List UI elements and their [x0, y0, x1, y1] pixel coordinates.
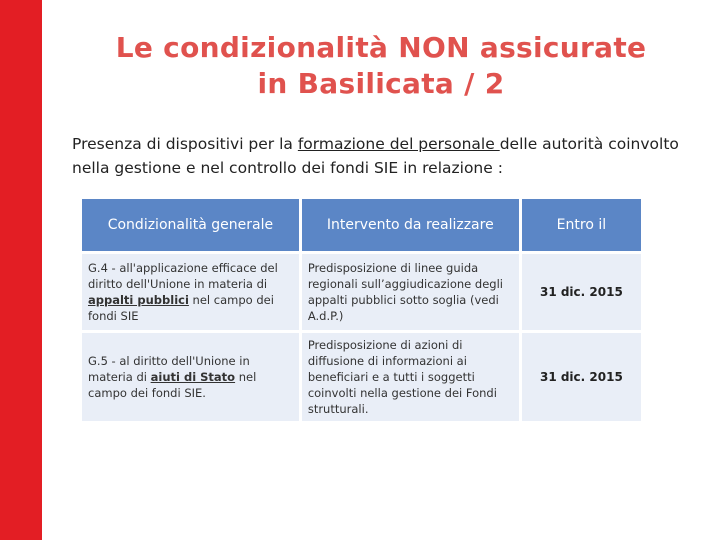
cell-intervento: Predisposizione di azioni di diffusione di informazioni ai beneficiari e a tutti i soggetti coinvolti nella gestione dei Fondi strutturali.: [302, 333, 519, 421]
table-header-row: [82, 199, 641, 251]
intro-paragraph: [72, 132, 682, 180]
cond-text-after: nel campo dei fondi SIE.: [88, 370, 257, 400]
table-row: [82, 333, 641, 421]
cell-condizionalita: [82, 254, 299, 330]
table-row: [82, 254, 641, 330]
condizionalita-table: [79, 196, 644, 424]
cell-intervento: Predisposizione di linee guida regionali sull’aggiudicazione degli appalti pubblici sotto soglia (vedi A.d.P.): [302, 254, 519, 330]
intro-text-before: Presenza di dispositivi per la: [72, 135, 298, 153]
cond-keyword: aiuti di Stato: [150, 370, 236, 384]
cell-condizionalita: [82, 333, 299, 421]
slide-title-line-1: Le condizionalità NON assicurate: [115, 31, 647, 64]
slide-title: [42, 30, 720, 102]
header-condizionalita: Condizionalità generale: [82, 199, 299, 251]
cell-entro-il: 31 dic. 2015: [522, 333, 641, 421]
intro-text-underlined: formazione del personale: [297, 135, 500, 153]
intro-text-after: delle autorità coinvolto nella gestione e nel controllo dei fondi SIE in relazione :: [72, 135, 679, 177]
cond-text: G.4 - all'applicazione efficace del diritto dell'Unione in materia di: [88, 261, 278, 291]
cond-text-after: nel campo dei fondi SIE: [88, 293, 274, 323]
cond-text: G.5 - al diritto dell'Unione in materia di: [88, 354, 250, 384]
header-entro-il: Entro il: [522, 199, 641, 251]
header-intervento: Intervento da realizzare: [302, 199, 519, 251]
left-accent-bar: [0, 0, 42, 540]
cell-entro-il: 31 dic. 2015: [522, 254, 641, 330]
slide-title-line-2: in Basilicata / 2: [257, 67, 505, 100]
cond-keyword: appalti pubblici: [88, 293, 189, 307]
